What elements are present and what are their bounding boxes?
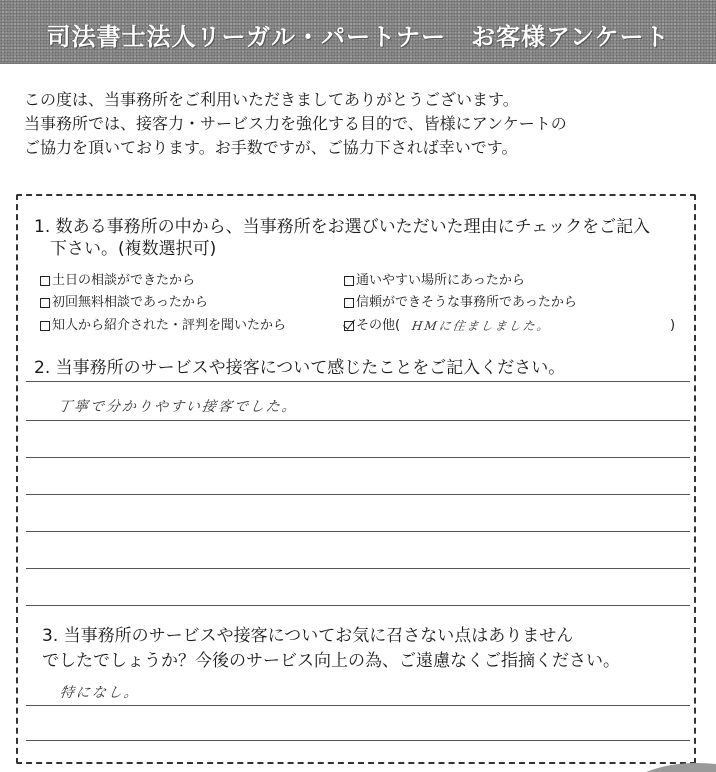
question-1-line-1: 1. 数ある事務所の中から、当事務所をお選びいただいた理由にチェックをご記入 bbox=[34, 217, 651, 237]
option-label: 通いやすい場所にあったから bbox=[356, 273, 525, 288]
option-label: その他( bbox=[356, 318, 401, 333]
option-weekend-consult[interactable] bbox=[40, 273, 195, 289]
option-other[interactable] bbox=[344, 318, 400, 334]
page-curl-decoration bbox=[626, 758, 716, 772]
intro-text bbox=[24, 88, 567, 160]
answer-line[interactable] bbox=[26, 381, 690, 382]
intro-line: 当事務所では、接客力・サービス力を強化する目的で、皆様にアンケートの bbox=[24, 114, 567, 133]
checkbox[interactable] bbox=[344, 298, 354, 308]
answer-line[interactable] bbox=[26, 457, 690, 458]
checkbox[interactable] bbox=[344, 276, 354, 286]
close-paren: ) bbox=[670, 318, 676, 333]
other-handwritten-answer: HMに住ましました。 bbox=[410, 319, 552, 333]
survey-header bbox=[0, 0, 716, 64]
option-label: 初回無料相談であったから bbox=[52, 295, 208, 310]
survey-title: 司法書士法人リーガル・パートナー お客様アンケート bbox=[46, 23, 670, 51]
answer-line[interactable] bbox=[26, 420, 690, 421]
option-referral[interactable] bbox=[40, 318, 286, 334]
checkbox[interactable] bbox=[40, 276, 50, 286]
answer-line[interactable] bbox=[26, 494, 690, 495]
option-label: 知人から紹介された・評判を聞いたから bbox=[52, 318, 287, 333]
answer-line[interactable] bbox=[26, 740, 690, 741]
option-label: 土日の相談ができたから bbox=[52, 273, 196, 288]
intro-line: この度は、当事務所をご利用いただきましてありがとうございます。 bbox=[24, 90, 519, 109]
question-3-handwritten-answer: 特になし。 bbox=[58, 685, 141, 701]
answer-line[interactable] bbox=[26, 605, 690, 606]
question-3-line-1: 3. 当事務所のサービスや接客についてお気に召さない点はありません bbox=[42, 626, 574, 646]
question-1-line-2: 下さい。(複数選択可) bbox=[50, 239, 217, 259]
checkbox[interactable] bbox=[40, 321, 50, 331]
checkbox-checked[interactable] bbox=[344, 321, 354, 331]
option-label: 信頼ができそうな事務所であったから bbox=[356, 295, 577, 310]
question-2: 2. 当事務所のサービスや接客について感じたことをご記入ください。 bbox=[34, 358, 566, 378]
intro-line: ご協力を頂いております。お手数ですが、ご協力下されば幸いです。 bbox=[24, 138, 518, 157]
answer-line[interactable] bbox=[26, 568, 690, 569]
question-3-line-2: でしたでしょうか？今後のサービス向上の為、ご遠慮なくご指摘ください。 bbox=[42, 651, 620, 671]
option-trustworthy-office[interactable] bbox=[344, 295, 577, 311]
option-convenient-location[interactable] bbox=[344, 273, 525, 289]
checkbox[interactable] bbox=[40, 298, 50, 308]
answer-line[interactable] bbox=[26, 705, 690, 706]
answer-line[interactable] bbox=[26, 531, 690, 532]
option-free-first-consult[interactable] bbox=[40, 295, 208, 311]
question-2-handwritten-answer: 丁寧で分かりやすい接客でした。 bbox=[56, 399, 299, 415]
